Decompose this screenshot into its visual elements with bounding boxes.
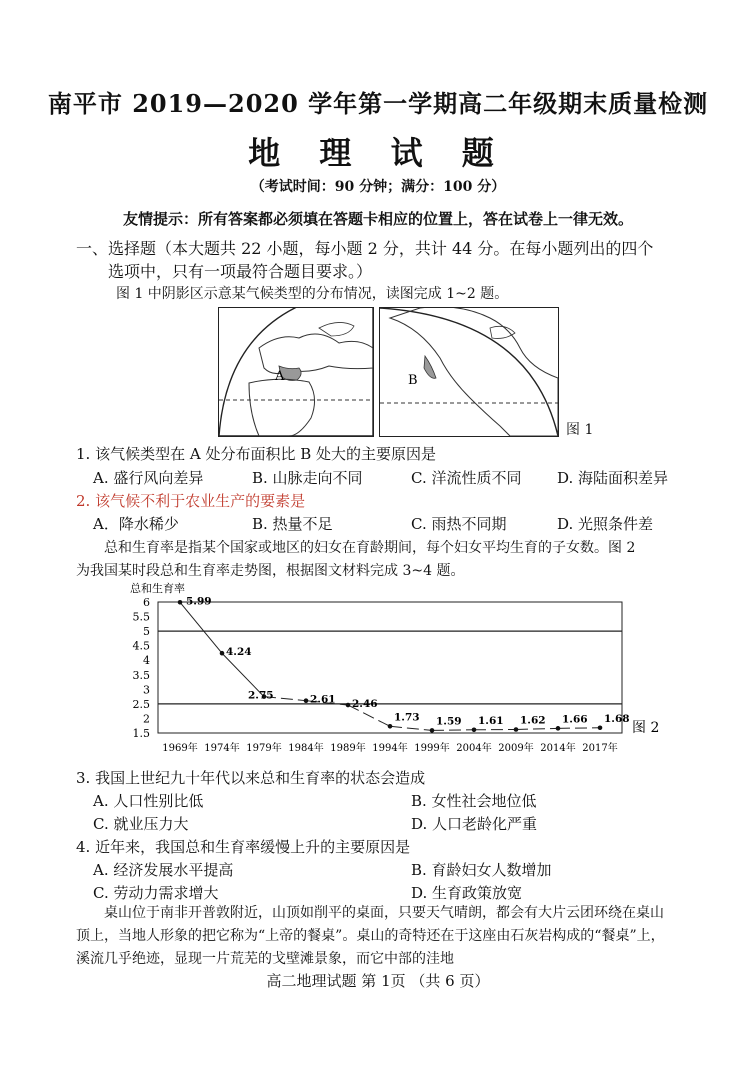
exam-info: （考试时间：90 分钟；满分：100 分） bbox=[250, 179, 506, 195]
data-label: 5.99 bbox=[186, 595, 212, 608]
question-2: 2. 该气候不利于农业生产的要素是 bbox=[76, 492, 306, 510]
x-tick-label: 1989年 bbox=[330, 743, 366, 754]
series-segment bbox=[516, 728, 558, 729]
data-label: 1.66 bbox=[562, 713, 588, 726]
y-tick-label: 4.5 bbox=[132, 639, 150, 653]
x-tick-label: 1974年 bbox=[204, 743, 240, 754]
series-segment bbox=[432, 730, 474, 731]
x-tick-label: 1984年 bbox=[288, 743, 324, 754]
q1-option-b: B. 山脉走向不同 bbox=[252, 469, 363, 487]
data-label: 4.24 bbox=[226, 646, 252, 659]
y-tick-label: 3 bbox=[143, 683, 150, 697]
x-tick-label: 2004年 bbox=[456, 743, 492, 754]
passage3: 桌山位于南非开普敦附近，山顶如削平的桌面，只要天气晴朗，都会有大片云团环绕在桌山顶上，当地人形象的把它称为“上帝的餐桌”。桌山的奇特还在于这座由石灰岩构成的“餐桌”上，溪流几乎绝迹，显现一片荒芜的戈壁滩景象，而它中部的洼地 bbox=[76, 905, 665, 967]
q3-option-a: A. 人口性别比低 bbox=[93, 792, 204, 810]
data-point bbox=[220, 651, 225, 656]
data-label: 2.75 bbox=[248, 689, 274, 702]
q1-option-d: D. 海陆面积差异 bbox=[557, 469, 669, 487]
label-a: A bbox=[275, 369, 285, 384]
section-heading-line2: 选项中，只有一项最符合题目要求。） bbox=[108, 262, 373, 281]
question-4: 4. 近年来，我国总和生育率缓慢上升的主要原因是 bbox=[76, 838, 411, 856]
passage2-line2: 为我国某时段总和生育率走势图，根据图文材料完成 3~4 题。 bbox=[76, 563, 465, 579]
y-tick-label: 5 bbox=[143, 625, 150, 639]
data-label: 1.68 bbox=[604, 712, 630, 725]
q4-option-b: B. 育龄妇女人数增加 bbox=[411, 861, 552, 879]
y-tick-label: 2.5 bbox=[132, 697, 150, 711]
passage2-line1: 总和生育率是指某个国家或地区的妇女在育龄期间，每个妇女平均生育的子女数。图 2 bbox=[104, 540, 636, 556]
data-label: 1.62 bbox=[520, 714, 546, 727]
label-b: B bbox=[408, 373, 418, 388]
y-tick-label: 1.5 bbox=[132, 727, 150, 740]
data-point bbox=[346, 703, 351, 708]
data-point bbox=[556, 726, 561, 731]
figure1-caption: 图 1 bbox=[566, 422, 594, 438]
data-point bbox=[514, 727, 519, 732]
data-label: 1.61 bbox=[478, 714, 504, 727]
notice: 友情提示：所有答案都必须填在答题卡相应的位置上，答在试卷上一律无效。 bbox=[122, 210, 633, 228]
y-tick-label: 5.5 bbox=[132, 610, 150, 624]
x-tick-label: 1994年 bbox=[372, 743, 408, 754]
data-point bbox=[304, 698, 309, 703]
chart-caption: 图 2 bbox=[632, 720, 660, 736]
data-label: 1.59 bbox=[436, 715, 462, 728]
fertility-chart bbox=[120, 580, 660, 758]
q3-option-b: B. 女性社会地位低 bbox=[411, 792, 537, 810]
y-tick-label: 4 bbox=[143, 654, 150, 668]
subject-title: 地 理 试 题 bbox=[248, 134, 508, 172]
question-3: 3. 我国上世纪九十年代以来总和生育率的状态会造成 bbox=[76, 769, 426, 787]
x-tick-label: 1979年 bbox=[246, 743, 282, 754]
data-point bbox=[430, 728, 435, 733]
q2-option-d: D. 光照条件差 bbox=[557, 515, 654, 533]
data-label: 1.73 bbox=[394, 711, 420, 724]
x-tick-label: 2014年 bbox=[540, 743, 576, 754]
data-point bbox=[472, 727, 477, 732]
series-segment bbox=[390, 726, 432, 730]
x-tick-label: 2009年 bbox=[498, 743, 534, 754]
x-tick-label: 1999年 bbox=[414, 743, 450, 754]
q3-option-d: D. 人口老龄化严重 bbox=[411, 815, 538, 833]
q1-option-c: C. 洋流性质不同 bbox=[411, 469, 522, 487]
page-footer: 高二地理试题 第 1页 （共 6 页） bbox=[266, 972, 490, 990]
x-tick-label: 2017年 bbox=[582, 743, 618, 754]
q2-option-a: A．降水稀少 bbox=[93, 515, 179, 533]
chart-ylabel: 总和生育率 bbox=[130, 582, 185, 595]
series-segment bbox=[558, 728, 600, 729]
q4-option-d: D. 生育政策放宽 bbox=[411, 884, 523, 902]
x-tick-label: 1969年 bbox=[162, 743, 198, 754]
series-segment bbox=[180, 602, 222, 653]
exam-title: 南平市 2019—2020 学年第一学期高二年级期末质量检测 bbox=[47, 89, 709, 118]
q2-option-c: C. 雨热不同期 bbox=[411, 515, 507, 533]
q4-option-a: A. 经济发展水平提高 bbox=[93, 861, 234, 879]
data-point bbox=[388, 724, 393, 729]
y-tick-label: 6 bbox=[143, 596, 150, 609]
data-label: 2.61 bbox=[310, 693, 336, 706]
map-left-svg bbox=[219, 308, 373, 436]
y-tick-label: 3.5 bbox=[132, 668, 150, 682]
data-point bbox=[178, 600, 183, 605]
q1-option-a: A. 盛行风向差异 bbox=[93, 469, 204, 487]
data-label: 2.46 bbox=[352, 698, 378, 711]
map-right bbox=[379, 307, 559, 437]
map-right-svg bbox=[380, 308, 558, 436]
q3-option-c: C. 就业压力大 bbox=[93, 815, 189, 833]
map-left bbox=[218, 307, 374, 437]
section-heading-line1: 一、选择题（本大题共 22 小题，每小题 2 分，共计 44 分。在每小题列出的四个 bbox=[76, 239, 654, 258]
figure1-intro: 图 1 中阴影区示意某气候类型的分布情况，读图完成 1~2 题。 bbox=[116, 286, 509, 302]
question-1: 1. 该气候类型在 A 处分布面积比 B 处大的主要原因是 bbox=[76, 445, 437, 463]
y-tick-label: 2 bbox=[143, 712, 150, 726]
q4-option-c: C. 劳动力需求增大 bbox=[93, 884, 219, 902]
data-point bbox=[598, 725, 603, 730]
q2-option-b: B. 热量不足 bbox=[252, 515, 333, 533]
chart-plot-area bbox=[158, 602, 622, 733]
